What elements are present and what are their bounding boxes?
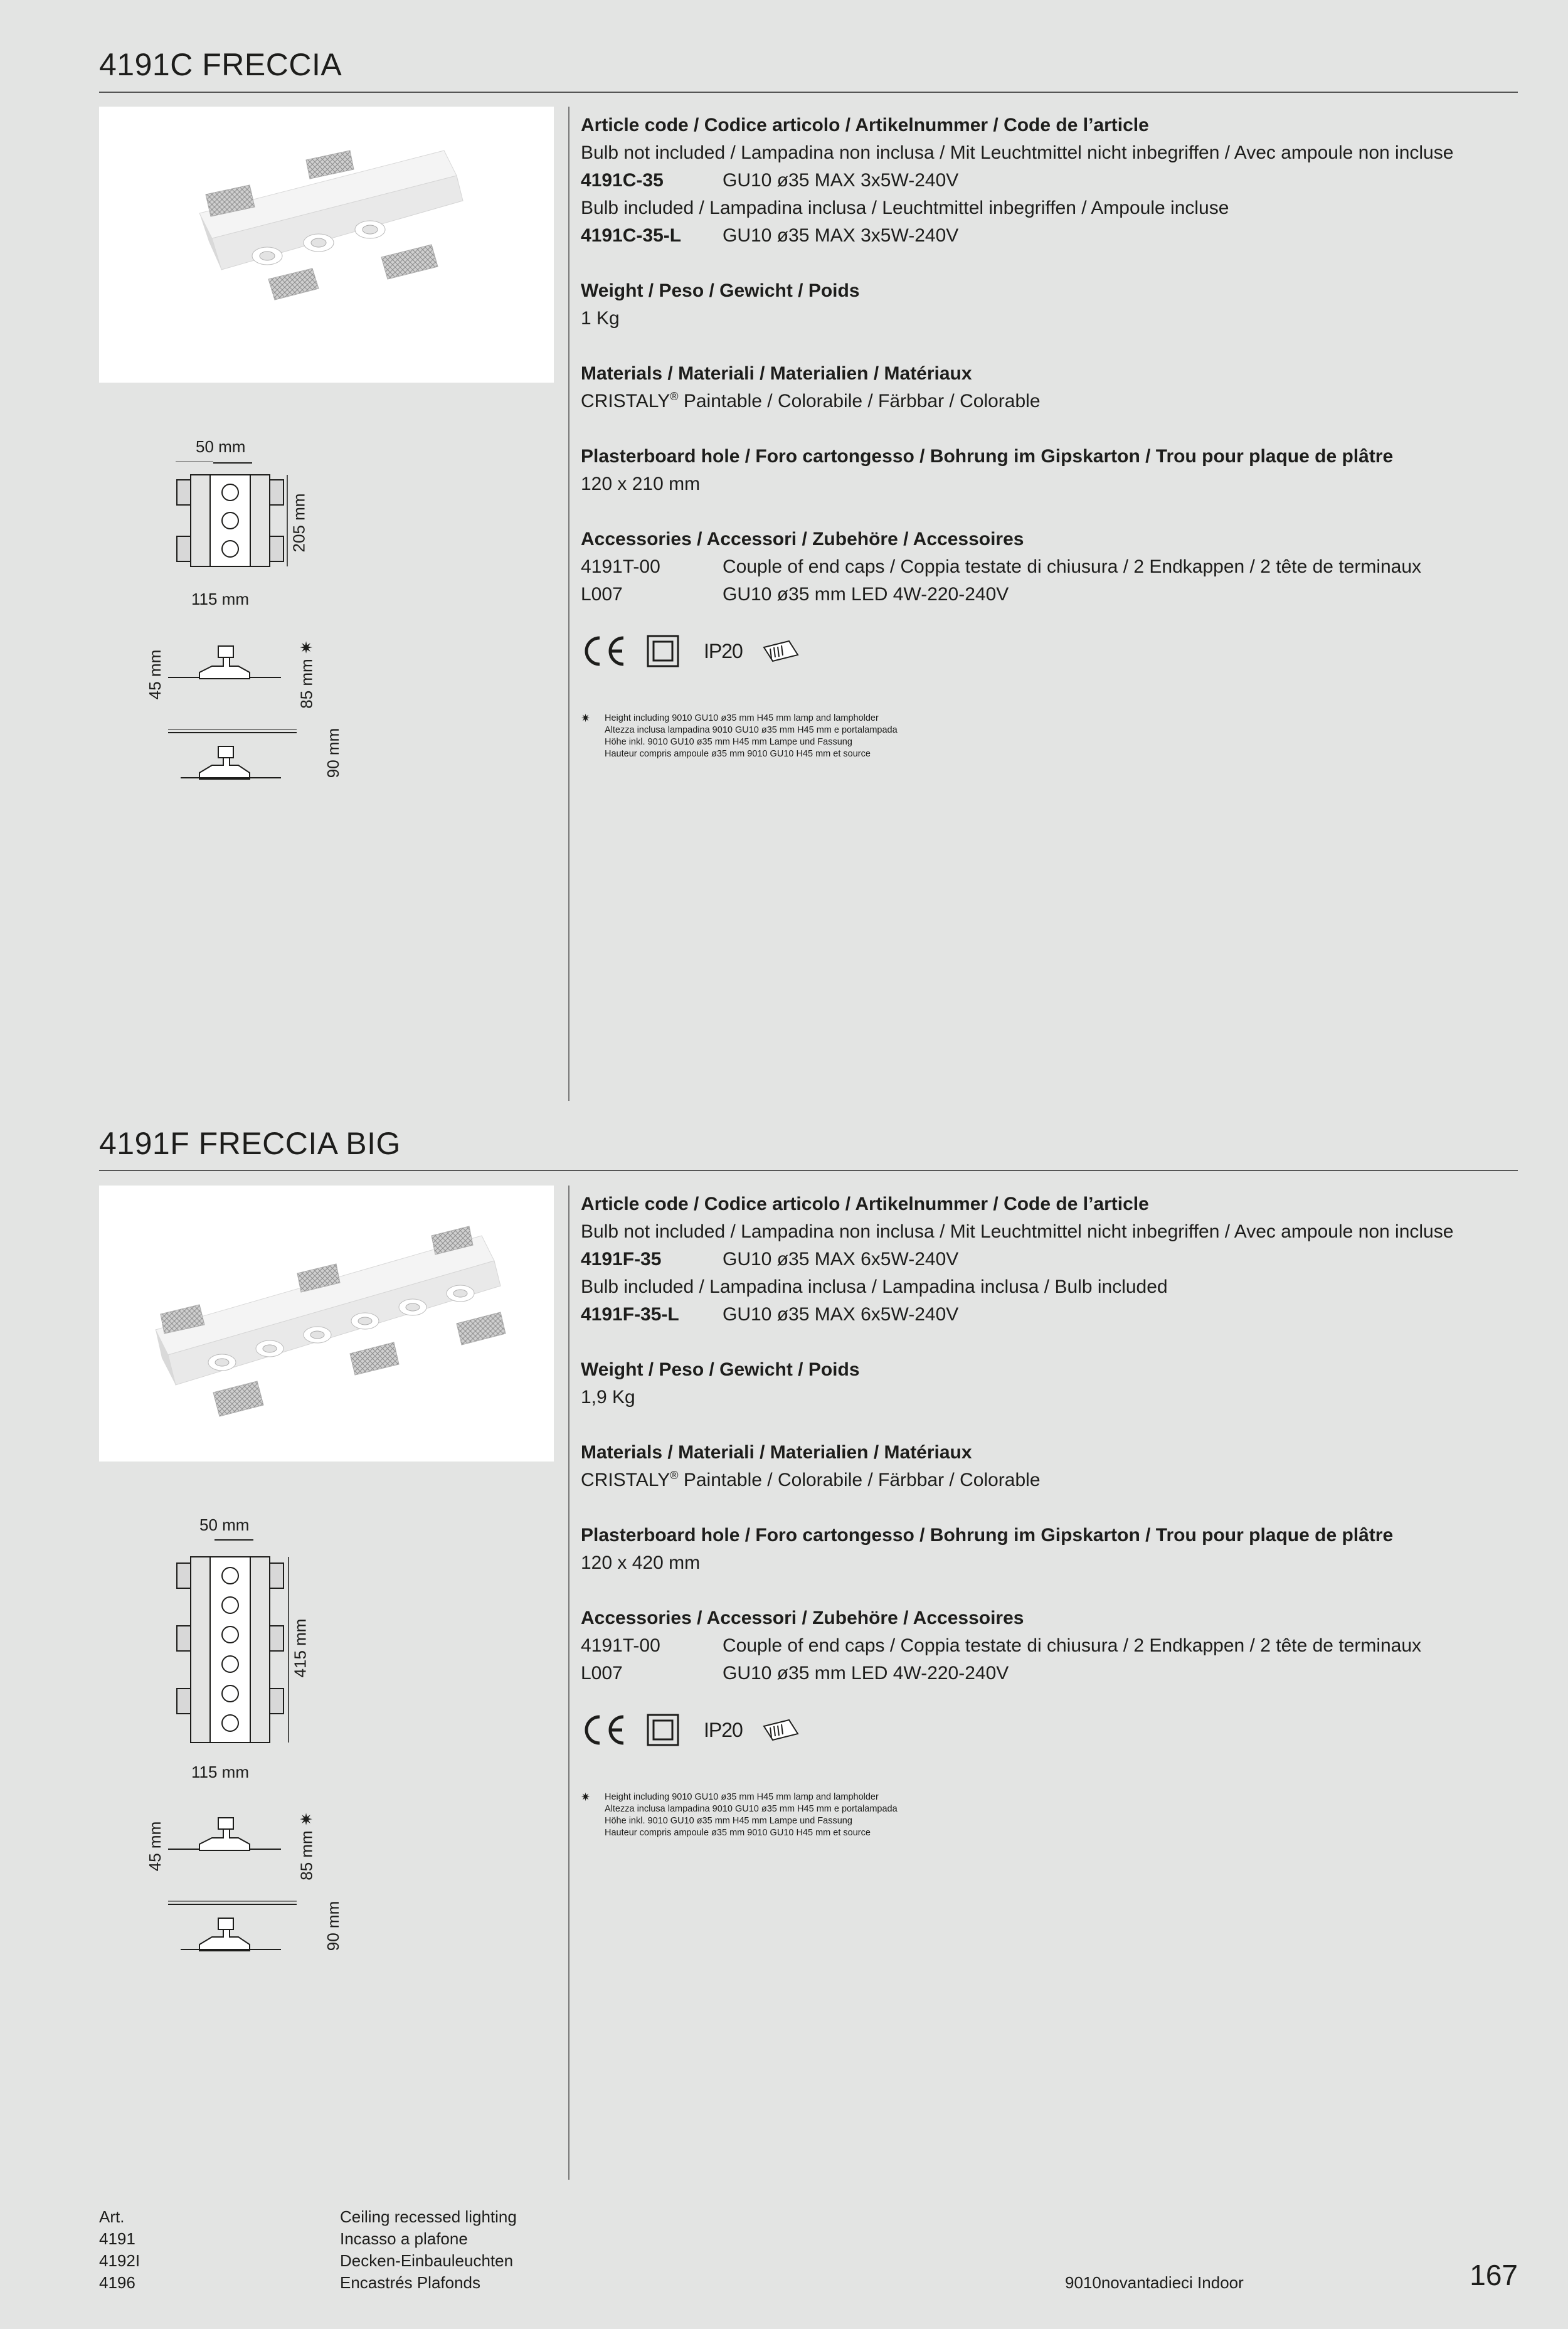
note-line: Height including 9010 GU10 ø35 mm H45 mm lamp and lampholder [605, 1792, 879, 1802]
column-divider [568, 107, 569, 1101]
article-code: 4191C-35-L [581, 225, 682, 246]
accessory-row: 4191T-00 Couple of end caps / Coppia testate di chiusura / 2 Endkappen / 2 tête de terminaux [581, 556, 1422, 577]
footer-line: Incasso a plafone [340, 2229, 468, 2248]
asterisk-icon: ✷ [581, 712, 591, 724]
accessories-heading: Accessories / Accessori / Zubehöre / Accessoires [581, 529, 1024, 549]
bulb-not-included: Bulb not included / Lampadina non inclusa / Mit Leuchtmittel nicht inbegriffen / Avec ampoule non incluse [581, 142, 1454, 163]
dim-bottom-width: 115 mm [191, 590, 249, 608]
note-line: Höhe inkl. 9010 GU10 ø35 mm H45 mm Lampe und Fassung [605, 737, 852, 747]
hole-heading: Plasterboard hole / Foro cartongesso / Bohrung im Gipskarton / Trou pour plaque de plâtre [581, 446, 1394, 467]
dim-depth-a: 45 mm [146, 649, 165, 700]
hole-value: 120 x 210 mm [581, 474, 701, 494]
materials-value: CRISTALY® Paintable / Colorabile / Färbbar / Colorable [581, 390, 1041, 411]
class-ii-icon [646, 634, 680, 668]
dim-top-width: 50 mm [199, 1515, 250, 1534]
accessory-row: L007 GU10 ø35 mm LED 4W-220-240V [581, 584, 1009, 605]
footer-line: Encastrés Plafonds [340, 2273, 481, 2292]
materials-heading: Materials / Materiali / Materialien / Matériaux [581, 1442, 972, 1463]
article-desc: GU10 ø35 MAX 3x5W-240V [723, 170, 959, 191]
bulb-included: Bulb included / Lampadina inclusa / Leuchtmittel inbegriffen / Ampoule incluse [581, 198, 1229, 218]
dim-bottom-width: 115 mm [191, 1763, 249, 1781]
hole-value: 120 x 420 mm [581, 1552, 701, 1573]
hole-heading: Plasterboard hole / Foro cartongesso / Bohrung im Gipskarton / Trou pour plaque de plâtre [581, 1525, 1394, 1546]
section-drawing [156, 1812, 306, 1962]
certification-icons [580, 631, 800, 671]
code-row [581, 1301, 1509, 1329]
product-title: 4191F FRECCIA BIG [99, 1126, 401, 1161]
note-line: Höhe inkl. 9010 GU10 ø35 mm H45 mm Lampe und Fassung [605, 1816, 852, 1826]
product-photo [99, 1186, 554, 1462]
article-desc: GU10 ø35 MAX 6x5W-240V [723, 1304, 959, 1325]
footer-line: 4191 [99, 2229, 135, 2248]
ce-mark-icon [580, 635, 627, 667]
specs-block [581, 1191, 1509, 1687]
footer-line: Art. [99, 2207, 125, 2226]
product-title: 4191C FRECCIA [99, 47, 342, 82]
ce-mark-icon [580, 1714, 627, 1746]
article-code: 4191F-35 [581, 1249, 662, 1270]
title-divider [99, 1170, 1518, 1171]
code-row [581, 222, 1509, 250]
dim-depth-c: 90 mm [324, 1901, 343, 1951]
plan-drawing [176, 461, 295, 568]
plasterboard-icon [761, 639, 800, 664]
note-line: Height including 9010 GU10 ø35 mm H45 mm lamp and lampholder [605, 713, 879, 723]
dim-depth-b: 85 mm ✷ [297, 640, 316, 709]
dim-top-width: 50 mm [196, 437, 246, 456]
note-line: Hauteur compris ampoule ø35 mm 9010 GU10 H45 mm et source [605, 749, 871, 759]
note-line: Hauteur compris ampoule ø35 mm 9010 GU10 H45 mm et source [605, 1828, 871, 1838]
height-note [581, 1791, 898, 1839]
dim-height: 415 mm [290, 1618, 310, 1678]
footer-line: Decken-Einbauleuchten [340, 2251, 514, 2270]
class-ii-icon [646, 1713, 680, 1747]
specs-block [581, 112, 1509, 608]
plan-drawing [176, 1538, 301, 1751]
materials-value: CRISTALY® Paintable / Colorabile / Färbbar / Colorable [581, 1469, 1041, 1490]
dim-depth-c: 90 mm [324, 728, 343, 778]
ip-rating: IP20 [704, 639, 743, 662]
note-line: Altezza inclusa lampadina 9010 GU10 ø35 mm H45 mm e portalampada [605, 1804, 898, 1814]
footer-articles [99, 2206, 140, 2294]
note-line: Altezza inclusa lampadina 9010 GU10 ø35 mm H45 mm e portalampada [605, 725, 898, 735]
article-heading: Article code / Codice articolo / Artikelnummer / Code de l’article [581, 115, 1149, 135]
dim-height: 205 mm [289, 493, 309, 553]
article-code: 4191F-35-L [581, 1304, 679, 1325]
page-number: 167 [1470, 2259, 1518, 2291]
weight-value: 1,9 Kg [581, 1387, 635, 1408]
footer-line: 4196 [99, 2273, 135, 2292]
code-row [581, 167, 1509, 194]
code-row [581, 1246, 1509, 1273]
accessory-row: 4191T-00 Couple of end caps / Coppia testate di chiusura / 2 Endkappen / 2 tête de terminaux [581, 1635, 1422, 1656]
weight-value: 1 Kg [581, 308, 620, 329]
bulb-included: Bulb included / Lampadina inclusa / Lampadina inclusa / Bulb included [581, 1276, 1168, 1297]
weight-heading: Weight / Peso / Gewicht / Poids [581, 280, 860, 301]
column-divider [568, 1186, 569, 2180]
materials-heading: Materials / Materiali / Materialien / Matériaux [581, 363, 972, 384]
dim-depth-b: 85 mm ✷ [297, 1812, 316, 1881]
article-desc: GU10 ø35 MAX 6x5W-240V [723, 1249, 959, 1270]
footer-line: 4192I [99, 2251, 140, 2270]
weight-heading: Weight / Peso / Gewicht / Poids [581, 1359, 860, 1380]
certification-icons [580, 1710, 800, 1750]
article-heading: Article code / Codice articolo / Artikelnummer / Code de l’article [581, 1194, 1149, 1214]
dim-depth-a: 45 mm [146, 1821, 165, 1872]
article-code: 4191C-35 [581, 170, 664, 191]
accessories-heading: Accessories / Accessori / Zubehöre / Accessoires [581, 1608, 1024, 1628]
footer-brand: 9010novantadieci Indoor [1065, 2273, 1244, 2292]
title-divider [99, 92, 1518, 93]
product-photo [99, 107, 554, 383]
footer-line: Ceiling recessed lighting [340, 2207, 517, 2226]
article-desc: GU10 ø35 MAX 3x5W-240V [723, 225, 959, 246]
height-note [581, 713, 898, 760]
footer-category [340, 2206, 517, 2294]
accessory-row: L007 GU10 ø35 mm LED 4W-220-240V [581, 1663, 1009, 1684]
bulb-not-included: Bulb not included / Lampadina non inclusa / Mit Leuchtmittel nicht inbegriffen / Avec ampoule non incluse [581, 1221, 1454, 1242]
asterisk-icon: ✷ [581, 1791, 591, 1803]
section-drawing [156, 640, 306, 790]
ip-rating: IP20 [704, 1718, 743, 1741]
plasterboard-icon [761, 1717, 800, 1743]
